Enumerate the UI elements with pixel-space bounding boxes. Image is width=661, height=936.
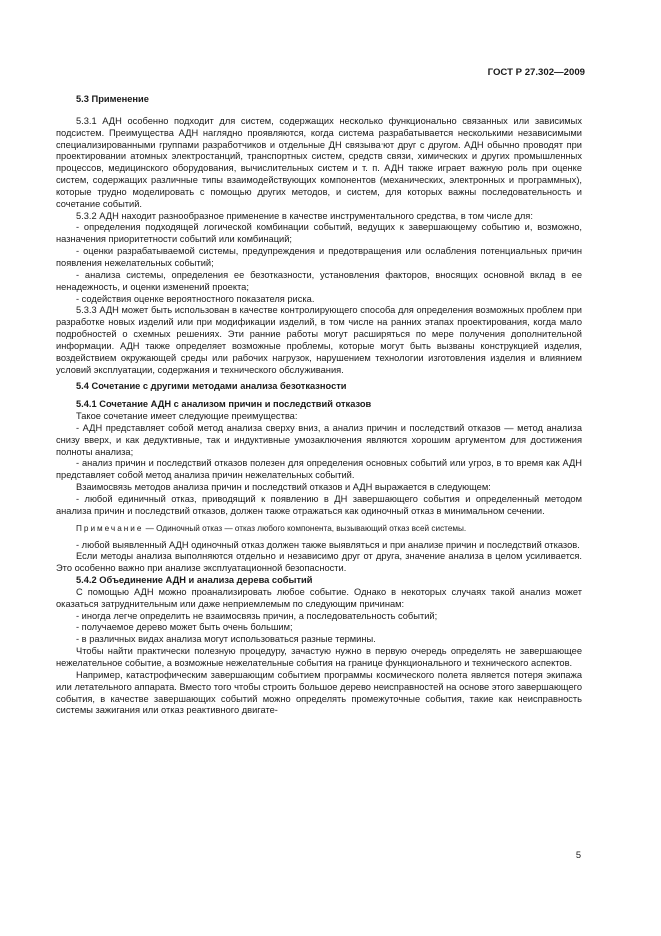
page-number: 5 bbox=[575, 850, 581, 860]
note bbox=[56, 523, 582, 535]
paragraph-5-4-1-intro: Такое сочетание имеет следующие преимущества: bbox=[76, 411, 298, 422]
list-item: - оценки разрабатываемой системы, предупреждения и предотвращения или ослабления потенциальных причин появления нежелательных событий; bbox=[56, 246, 582, 268]
paragraph-5-3-1: 5.3.1 АДН особенно подходит для систем, содержащих несколько функционально связанных или зависимых подсистем. Преимущества АДН наглядно проявляются, когда система разрабатывается несколькими независимыми специализированными группами разработчиков и отдельные ДН связываᐧют друг с другом. АДН обычно проводят при проектировании атомных электростанций, транспортных систем, средств связи, химических и других промышленных процессов, медицинского оборудования, вычислительных систем и т. п. АДН также играет важную роль при оценке систем, содержащих различные типы взаимодействующих компонентов (механических, электронных и программных), которые трудно моделировать с помощью других методов, и систем, для которых важны последовательность и сочетание событий. bbox=[56, 115, 582, 209]
paragraph-5-4-2-procedure: Чтобы найти практически полезную процедуру, зачастую нужно в первую очередь определять не завершающее нежелательное событие, а возможные нежелательные события на границе функционального и технического аспектов. bbox=[56, 646, 582, 668]
paragraph-5-4-2-intro: С помощью АДН можно проанализировать любое событие. Однако в некоторых случаях такой анализ может оказаться затруднительным или даже неприемлемым по следующим причинам: bbox=[56, 586, 582, 609]
paragraph-5-3-3: 5.3.3 АДН может быть использован в качестве контролирующего способа для определения возможных проблем при разработке новых изделий или при модификации изделий, в том числе на ранних этапах проектирования, когда мало подробностей о схемных решениях. Эти ранние работы могут расширяться по мере получения дополнительной информации. АДН также определяет возможные проблемы, которые могут быть вызваны конструкцией изделия, воздействием окружающей среды или рабочих нагрузок, нарушением технологии изготовления изделия и влиянием условий эксплуатации, содержания и технического обслуживания. bbox=[56, 305, 582, 375]
page-body bbox=[56, 94, 582, 717]
list-item: - любой выявленный АДН одиночный отказ должен также выявляться и при анализе причин и последствий отказов. bbox=[76, 539, 580, 550]
list-item: - содействия оценке вероятностного показателя риска. bbox=[76, 293, 315, 304]
heading-5-4-1: 5.4.1 Сочетание АДН с анализом причин и последствий отказов bbox=[76, 399, 372, 410]
paragraph-5-4-1-relation: Взаимосвязь методов анализа причин и последствий отказов и АДН выражается в следующем: bbox=[76, 482, 491, 493]
list-item: - получаемое дерево может быть очень большим; bbox=[76, 622, 293, 633]
note-label: Примечание bbox=[76, 523, 144, 533]
list-item: - в различных видах анализа могут использоваться разные термины. bbox=[76, 634, 376, 645]
list-item: - определения подходящей логической комбинации событий, ведущих к завершающему событию и, возможно, назначения приоритетности событий или комбинаций; bbox=[56, 222, 582, 245]
list-item: - анализ причин и последствий отказов полезен для определения основных событий или угроз, в то время как АДН представляет собой метод анализа причин нежелательных событий. bbox=[56, 458, 582, 481]
list-item: - анализа системы, определения ее безотказности, установления факторов, вносящих основной вклад в ее ненадежность, и оценки изменений проекта; bbox=[56, 269, 582, 292]
list-item: - АДН представляет собой метод анализа сверху вниз, а анализ причин и последствий отказов — метод анализа снизу вверх, и как дедуктивные, так и индуктивные умозаключения являются хорошим аргументом для достижения полноты анализа; bbox=[56, 422, 582, 457]
paragraph-5-4-1-conclusion: Если методы анализа выполняются отдельно и независимо друг от друга, значение анализа в целом усиливается. Это особенно важно при анализе эксплуатационной безопасности. bbox=[56, 551, 582, 574]
paragraph-5-4-2-example: Например, катастрофическим завершающим событием программы космического полета является потеря экипажа или летательного аппарата. Вместо того чтобы строить большое дерево неисправностей на основе этого завершающего события, в качестве завершающих событий можно определять промежуточные события, такие как неисправность системы зажигания или отказ реактивного двигате- bbox=[56, 669, 582, 716]
heading-5-4-2: 5.4.2 Объединение АДН и анализа дерева событий bbox=[76, 575, 313, 586]
paragraph-5-3-2: 5.3.2 АДН находит разнообразное применение в качестве инструментального средства, в том числе для: bbox=[76, 210, 533, 221]
list-item: - иногда легче определить не взаимосвязь причин, а последовательность событий; bbox=[76, 610, 438, 621]
note-text: — Одиночный отказ — отказ любого компонента, вызывающий отказ всей системы. bbox=[143, 523, 467, 533]
heading-5-4: 5.4 Сочетание с другими методами анализа безотказности bbox=[76, 381, 347, 392]
document-header: ГОСТ Р 27.302—2009 bbox=[487, 67, 585, 78]
list-item: - любой единичный отказ, приводящий к появлению в ДН завершающего события и определенный методом анализа причин и последствий отказов, должен также отражаться как одиночный отказ в минимальном сечении. bbox=[56, 494, 582, 516]
heading-5-3: 5.3 Применение bbox=[76, 94, 149, 104]
